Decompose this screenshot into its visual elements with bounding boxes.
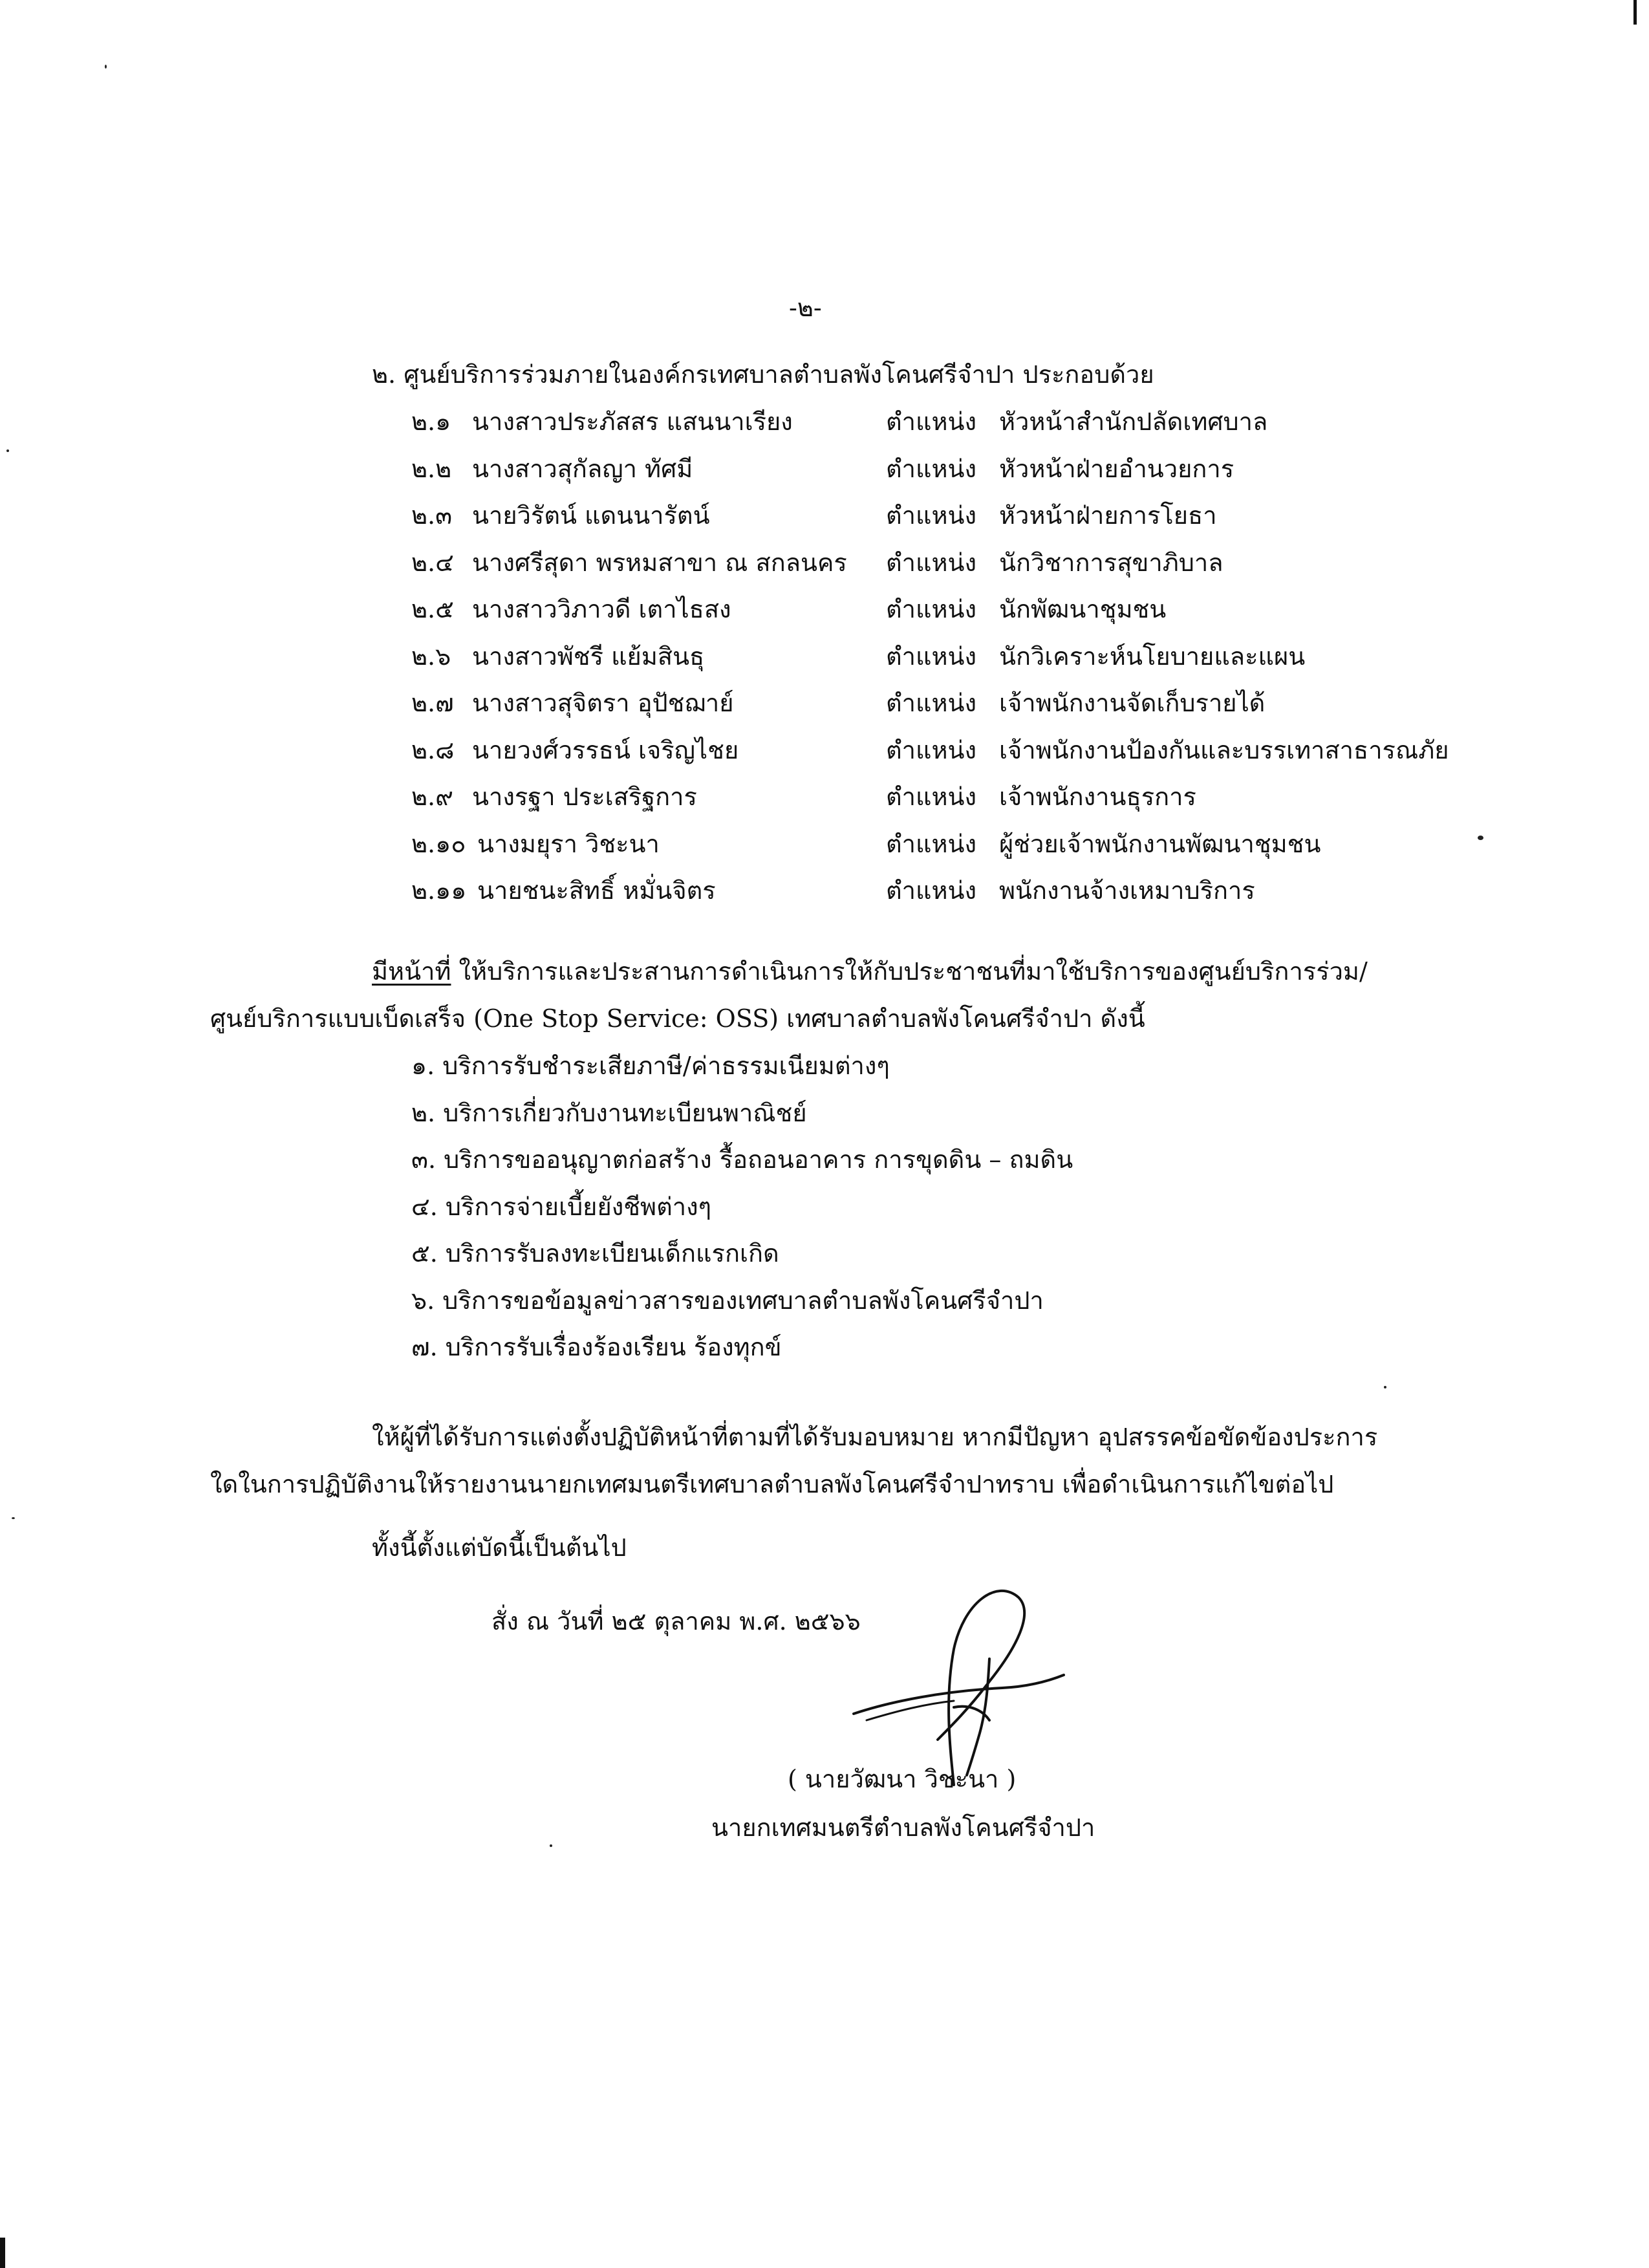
position-label: ตำแหน่ง [886, 783, 977, 811]
member-position: เจ้าพนักงานธุรการ [999, 783, 1196, 811]
signer-name: ( นายวัฒนา วิชะนา ) [788, 1765, 1017, 1793]
position-label: ตำแหน่ง [886, 595, 977, 623]
position-label: ตำแหน่ง [886, 830, 977, 858]
member-number: ๒.๑ [411, 407, 451, 436]
service-item: ๕. บริการรับลงทะเบียนเด็กแรกเกิด [411, 1239, 779, 1268]
service-item: ๓. บริการขออนุญาตก่อสร้าง รื้อถอนอาคาร การขุดดิน – ถมดิน [411, 1145, 1073, 1174]
position-label: ตำแหน่ง [886, 501, 977, 530]
member-number: ๒.๗ [411, 689, 454, 717]
member-position: หัวหน้าฝ่ายอำนวยการ [999, 455, 1234, 483]
member-position: หัวหน้าสำนักปลัดเทศบาล [999, 407, 1268, 436]
scan-speck [550, 1844, 552, 1847]
scan-edge-mark-bottom [0, 2238, 5, 2268]
member-number: ๒.๒ [411, 455, 452, 483]
member-position: นักวิชาการสุขาภิบาล [999, 548, 1223, 577]
position-label: ตำแหน่ง [886, 876, 977, 905]
member-position: นักพัฒนาชุมชน [999, 595, 1167, 623]
instruction-line-2: ใดในการปฏิบัติงานให้รายงานนายกเทศมนตรีเทศบาลตำบลพังโคนศรีจำปาทราบ เพื่อดำเนินการแก้ไขต่อไป [210, 1470, 1334, 1498]
member-number: ๒.๙ [411, 783, 453, 811]
member-name: นายชนะสิทธิ์ หมั่นจิตร [477, 876, 716, 905]
position-label: ตำแหน่ง [886, 548, 977, 577]
position-label: ตำแหน่ง [886, 455, 977, 483]
member-number: ๒.๖ [411, 642, 451, 671]
member-name: นายวงศ์วรรธน์ เจริญไชย [472, 736, 739, 764]
order-date: สั่ง ณ วันที่ ๒๕ ตุลาคม พ.ศ. ๒๕๖๖ [491, 1607, 861, 1636]
duty-label: มีหน้าที่ [372, 957, 451, 986]
scan-speck [1478, 836, 1483, 840]
effective-statement: ทั้งนี้ตั้งแต่บัดนี้เป็นต้นไป [372, 1533, 627, 1562]
scan-speck [105, 65, 107, 69]
member-name: นางมยุรา วิชะนา [477, 830, 660, 858]
position-label: ตำแหน่ง [886, 736, 977, 764]
member-name: นางรฐา ประเสริฐการ [472, 783, 697, 811]
member-name: นางสาวสุจิตรา อุปัชฌาย์ [472, 689, 734, 717]
member-number: ๒.๓ [411, 501, 453, 530]
member-number: ๒.๑๐ [411, 830, 466, 858]
scan-speck [1384, 1386, 1386, 1388]
service-item: ๑. บริการรับชำระเสียภาษี/ค่าธรรมเนียมต่างๆ [411, 1052, 890, 1080]
member-number: ๒.๔ [411, 548, 454, 577]
member-number: ๒.๕ [411, 595, 454, 623]
service-item: ๗. บริการรับเรื่องร้องเรียน ร้องทุกข์ [411, 1333, 782, 1361]
member-name: นางสาววิภาวดี เตาไธสง [472, 595, 731, 623]
service-item: ๔. บริการจ่ายเบี้ยยังชีพต่างๆ [411, 1193, 712, 1221]
instruction-line-1: ให้ผู้ที่ได้รับการแต่งตั้งปฏิบัติหน้าที่ตามที่ได้รับมอบหมาย หากมีปัญหา อุปสรรคข้อขัดข้องประการ [372, 1423, 1378, 1451]
member-position: เจ้าพนักงานจัดเก็บรายได้ [999, 689, 1266, 717]
member-name: นางสาวสุกัลญา ทัศมี [472, 455, 693, 483]
signer-title: นายกเทศมนตรีตำบลพังโคนศรีจำปา [711, 1813, 1095, 1842]
service-item: ๒. บริการเกี่ยวกับงานทะเบียนพาณิชย์ [411, 1099, 807, 1127]
member-number: ๒.๘ [411, 736, 455, 764]
duty-paragraph-line-2: ศูนย์บริการแบบเบ็ดเสร็จ (One Stop Service: OSS) เทศบาลตำบลพังโคนศรีจำปา ดังนี้ [210, 1004, 1145, 1033]
member-number: ๒.๑๑ [411, 876, 467, 905]
member-position: นักวิเคราะห์นโยบายและแผน [999, 642, 1306, 671]
position-label: ตำแหน่ง [886, 407, 977, 436]
section-heading: ๒. ศูนย์บริการร่วมภายในองค์กรเทศบาลตำบลพังโคนศรีจำปา ประกอบด้วย [372, 360, 1154, 389]
position-label: ตำแหน่ง [886, 689, 977, 717]
duty-text: ให้บริการและประสานการดำเนินการให้กับประชาชนที่มาใช้บริการของศูนย์บริการร่วม/ [451, 957, 1368, 986]
scan-edge-mark [1633, 0, 1637, 25]
handwritten-signature [841, 1571, 1086, 1791]
member-name: นายวิรัตน์ แดนนารัตน์ [472, 501, 710, 530]
member-name: นางสาวประภัสสร แสนนาเรียง [472, 407, 793, 436]
scan-speck [12, 1517, 15, 1519]
scan-speck [6, 449, 9, 452]
duty-paragraph-line-1 [372, 955, 1368, 988]
member-name: นางศรีสุดา พรหมสาขา ณ สกลนคร [472, 548, 847, 577]
member-name: นางสาวพัชรี แย้มสินธุ [472, 642, 705, 671]
member-position: เจ้าพนักงานป้องกันและบรรเทาสาธารณภัย [999, 736, 1449, 764]
service-item: ๖. บริการขอข้อมูลข่าวสารของเทศบาลตำบลพังโคนศรีจำปา [411, 1286, 1044, 1315]
page-number: -๒- [789, 294, 822, 322]
member-position: พนักงานจ้างเหมาบริการ [999, 876, 1255, 905]
member-position: หัวหน้าฝ่ายการโยธา [999, 501, 1217, 530]
member-position: ผู้ช่วยเจ้าพนักงานพัฒนาชุมชน [999, 830, 1321, 858]
position-label: ตำแหน่ง [886, 642, 977, 671]
